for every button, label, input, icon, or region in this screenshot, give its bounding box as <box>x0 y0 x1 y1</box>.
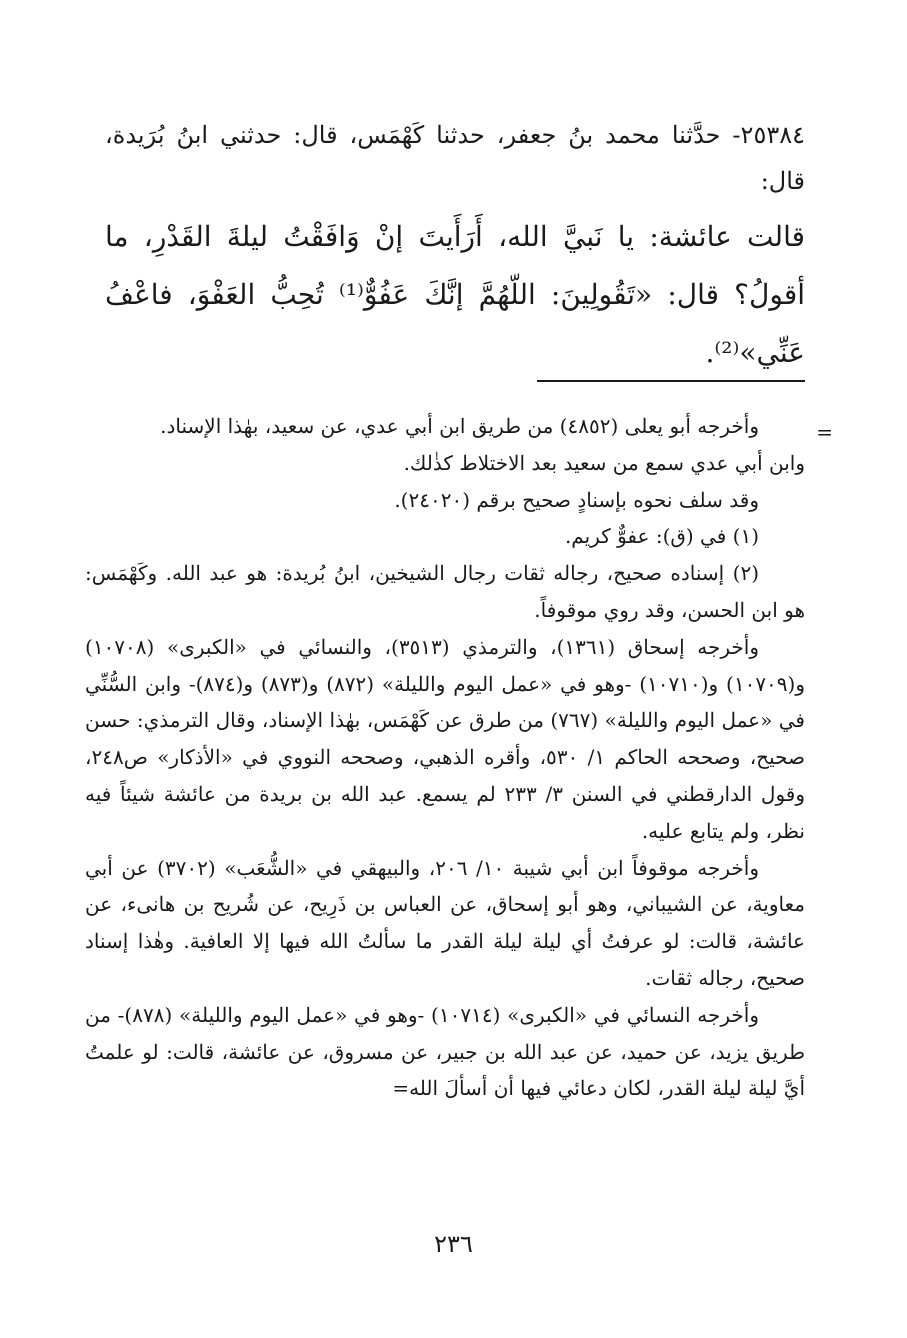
page-number: ٢٣٦ <box>434 1230 473 1258</box>
hadith-chain: ٢٥٣٨٤- حدَّثنا محمد بنُ جعفر، حدثنا كَهْمَس، قال: حدثني ابنُ بُرَيدة، قال: <box>105 121 805 195</box>
continuation-mark: = <box>816 420 833 444</box>
footnote-separator <box>537 380 805 382</box>
footnote-1: (١) في (ق): عفوٌّ كريم. <box>564 524 759 549</box>
footnote-paragraph: وابن أبي عدي سمع من سعيد بعد الاختلاط كذٰلك. <box>403 450 805 475</box>
footnote-2: (٢) إسناده صحيح، رجاله ثقات رجال الشيخين، ابنُ بُريدة: هو عبد الله. وكَهْمَس: هو ابن الحسن، وقد روي موقوفاً. <box>85 561 805 622</box>
footnotes <box>85 408 805 1107</box>
hadith-text: قالت عائشة: يا نَبيَّ الله، أَرَأَيتَ إنْ وَافَقْتُ ليلةَ القَدْرِ، ما أقولُ؟ قال: «تَقُولِينَ: اللّهُمَّ إنَّكَ عَفُوٌّ⁽¹⁾ تُحِبُّ العَفْوَ، فاعْفُ عَنِّي»⁽²⁾. <box>105 220 805 369</box>
footnote-paragraph: وأخرجه موقوفاً ابن أبي شيبة ١٠/ ٢٠٦، والبيهقي في «الشُّعَب» (٣٧٠٢) عن أبي معاوية، عن الشيباني، وهو أبو إسحاق، عن العباس بن ذَرِيح، عن شُريح بن هانىء، عن عائشة، قالت: لو عرفتُ أي ليلة ليلة القدر ما سألتُ الله فيها إلا العافية. وهٰذا إسناد صحيح، رجاله ثقات. <box>85 855 805 990</box>
footnote-paragraph: وأخرجه أبو يعلى (٤٨٥٢) من طريق ابن أبي عدي، عن سعيد، بهٰذا الإسناد. <box>160 414 759 438</box>
footnote-paragraph: وأخرجه النسائي في «الكبرى» (١٠٧١٤) -وهو في «عمل اليوم والليلة» (٨٧٨)- من طريق يزيد، عن حميد، عن عبد الله بن جبير، عن مسروق، عن عائشة، قالت: لو علمتُ أيَّ ليلة ليلة القدر، لكان دعائي فيها أن أسألَ الله= <box>85 1002 805 1101</box>
footnote-paragraph: وأخرجه إسحاق (١٣٦١)، والترمذي (٣٥١٣)، والنسائي في «الكبرى» (١٠٧٠٨) و(١٠٧٠٩) و(١٠٧١٠) -وهو في «عمل اليوم والليلة» (٨٧٢) و(٨٧٣) و(٨٧٤)- وابن السُّنِّي في «عمل اليوم والليلة» (٧٦٧) من طرق عن كَهْمَس، بهٰذا الإسناد، وقال الترمذي: حسن صحيح، وصححه الحاكم ١/ ٥٣٠، وأقره الذهبي، وصححه النووي في «الأذكار» ص٢٤٨، وقول الدارقطني في السنن ٣/ ٢٣٣ لم يسمع. عبد الله بن بريدة من عائشة شيئاً فيه نظر، ولم يتابع عليه. <box>85 634 806 843</box>
footnote-paragraph: وقد سلف نحوه بإسنادٍ صحيح برقم (٢٤٠٢٠). <box>394 487 759 512</box>
